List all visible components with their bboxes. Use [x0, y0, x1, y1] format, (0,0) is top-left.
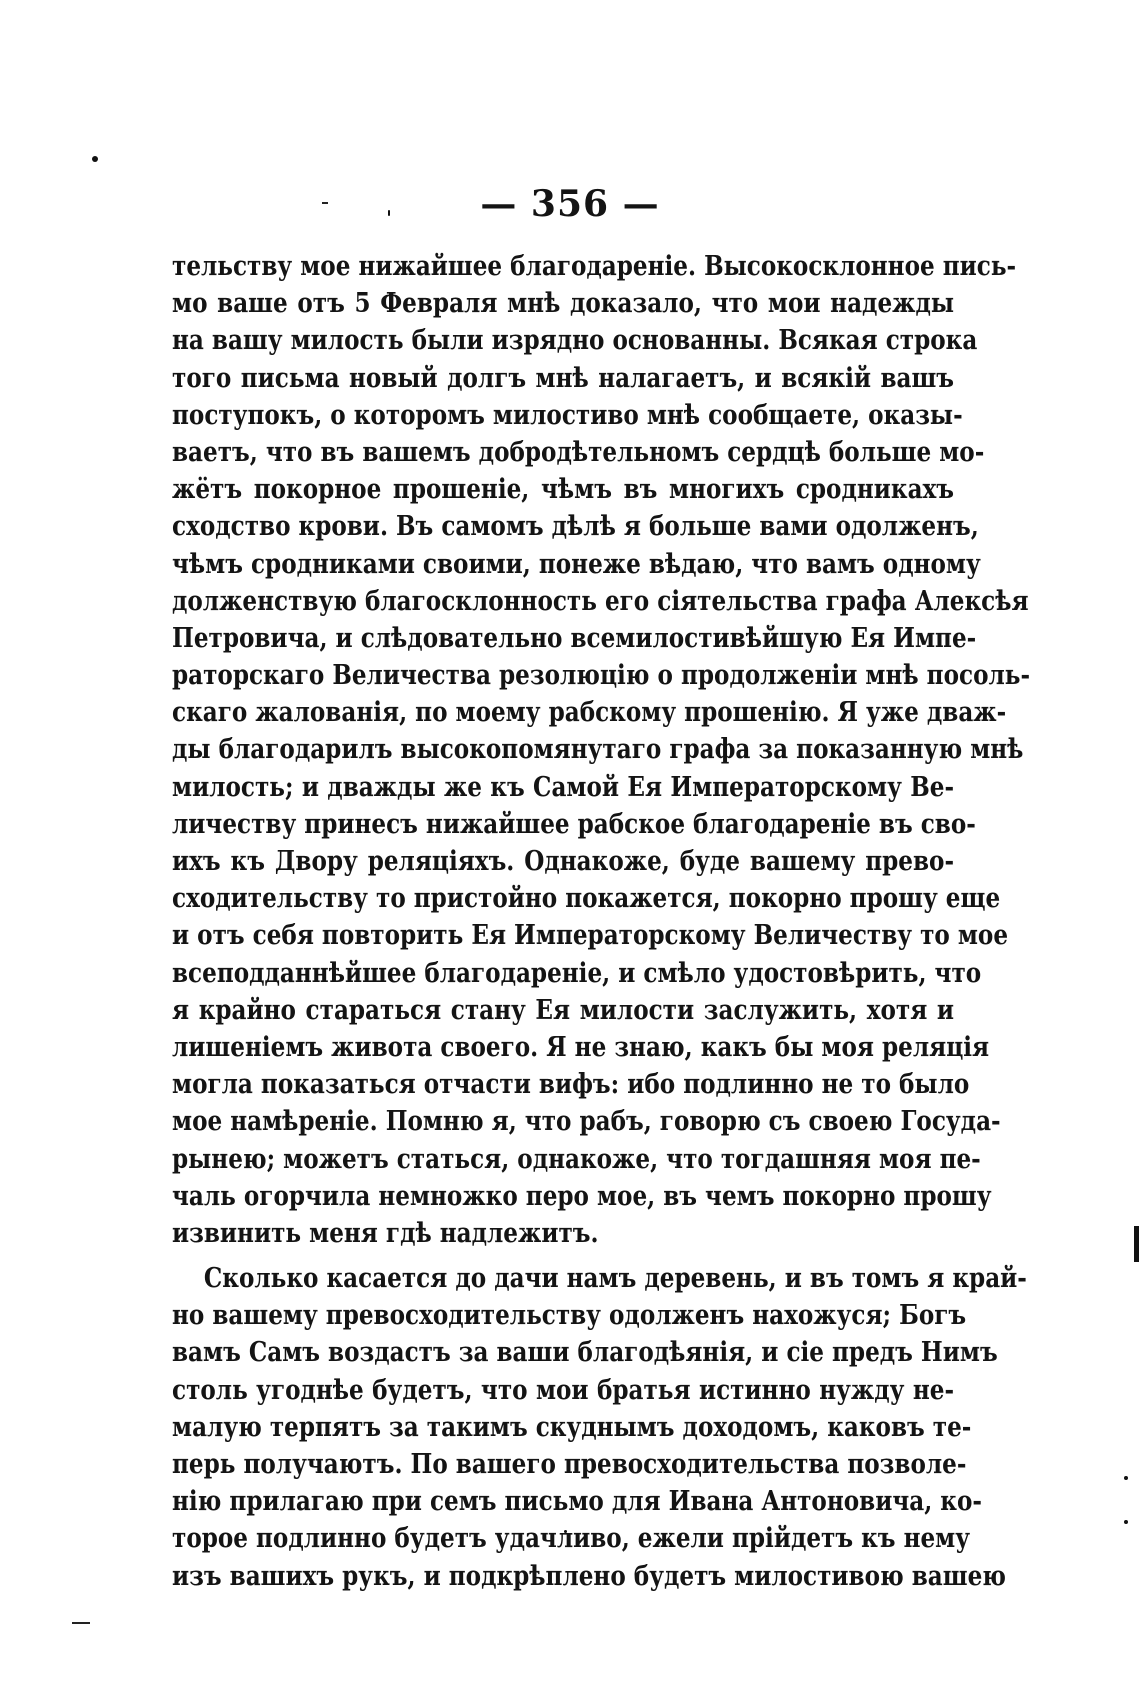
text-line: чѣмъ сродниками своими, понеже вѣдаю, что вамъ одному — [172, 547, 981, 580]
text-line: могла показаться отчасти вифъ: ибо подлинно не то было — [172, 1068, 970, 1101]
text-line: перь получаютъ. По вашего превосходительства позволе- — [172, 1448, 967, 1480]
text-line: рынею; можетъ статься, однакоже, что тогдашняя моя пе- — [172, 1142, 981, 1175]
text-line: ваетъ, что въ вашемъ добродѣтельномъ сердцѣ больше мо- — [172, 435, 985, 468]
ink-speck — [92, 156, 98, 162]
text-line: ды благодарилъ высокопомянутаго графа за показанную мнѣ — [172, 733, 1024, 766]
text-line: и отъ себя повторить Ея Императорскому Величеству то мое — [172, 919, 1009, 952]
text-line: малую терпятъ за такимъ скуднымъ доходомъ, каковъ те- — [172, 1410, 972, 1443]
paragraph-gap — [172, 1252, 954, 1260]
ink-speck — [1124, 1520, 1128, 1524]
text-line: мо ваше отъ 5 Февраля мнѣ доказало, что мои надежды — [172, 287, 955, 320]
text-line: столь угоднѣе будетъ, что мои братья истинно нужду не- — [172, 1373, 955, 1406]
text-line: вамъ Самъ воздастъ за ваши благодѣянія, и сіе предъ Нимъ — [172, 1336, 998, 1369]
text-line: Петровича, и слѣдовательно всемилостивѣйшую Ея Импе- — [172, 621, 977, 654]
text-line: жётъ покорное прошеніе, чѣмъ въ многихъ сродникахъ — [172, 473, 955, 506]
text-line: того письма новый долгъ мнѣ налагаетъ, и всякій вашъ — [172, 361, 955, 394]
text-line: тельству мое нижайшее благодареніе. Высокосклонное пись- — [172, 250, 1017, 282]
text-line: извинить меня гдѣ надлежитъ. — [172, 1216, 599, 1249]
text-line: личеству принесъ нижайшее рабское благодареніе въ сво- — [172, 807, 976, 840]
body-text — [172, 248, 1031, 1595]
text-line: Сколько касается до дачи намъ деревень, и въ томъ я край- — [203, 1262, 1027, 1295]
text-line: изъ вашихъ рукъ, и подкрѣплено будетъ милостивою вашею — [172, 1559, 1006, 1592]
text-line: но вашему превосходительству одолженъ нахожуся; Богъ — [172, 1299, 967, 1332]
page-number: — 356 — — [480, 183, 660, 225]
text-line: лишеніемъ живота своего. Я не знаю, какъ бы моя реляція — [172, 1030, 990, 1063]
text-line: долженствую благосклонность его сіятельства графа Алексѣя — [172, 584, 1029, 617]
text-line: раторскаго Величества резолюцію о продолженіи мнѣ посоль- — [172, 659, 1031, 692]
text-line: мое намѣреніе. Помню я, что рабъ, говорю съ своею Госуда- — [172, 1105, 1001, 1138]
text-line: ихъ къ Двору реляціяхъ. Однакоже, буде вашему прево- — [172, 845, 955, 877]
text-line: сходство крови. Въ самомъ дѣлѣ я больше вами одолженъ, — [172, 510, 979, 543]
text-line: всеподданнѣйшее благодареніе, и смѣло удостовѣрить, что — [172, 956, 982, 989]
text-line: на вашу милость были изрядно основанны. Всякая строка — [172, 324, 978, 357]
text-line: торое подлинно будетъ удачливо, ежели прійдетъ къ нему — [172, 1522, 971, 1555]
text-line: поступокъ, о которомъ милостиво мнѣ сообщаете, оказы- — [172, 398, 963, 431]
text-line: чаль огорчила немножко перо мое, въ чемъ покорно прошу — [172, 1179, 992, 1212]
text-line: я крайно стараться стану Ея милости заслужить, хотя и — [172, 993, 955, 1026]
text-line: нію прилагаю при семъ письмо для Ивана Антоновича, ко- — [172, 1485, 982, 1518]
text-line: милость; и дважды же къ Самой Ея Императорскому Ве- — [172, 770, 955, 803]
text-line: скаго жалованія, по моему рабскому прошенію. Я уже дваж- — [172, 696, 1007, 729]
ink-speck — [1124, 1476, 1128, 1480]
margin-ink-mark — [1134, 1226, 1139, 1262]
ink-mark — [72, 1622, 90, 1624]
text-line: сходительству то пристойно покажется, покорно прошу еще — [172, 882, 1001, 915]
